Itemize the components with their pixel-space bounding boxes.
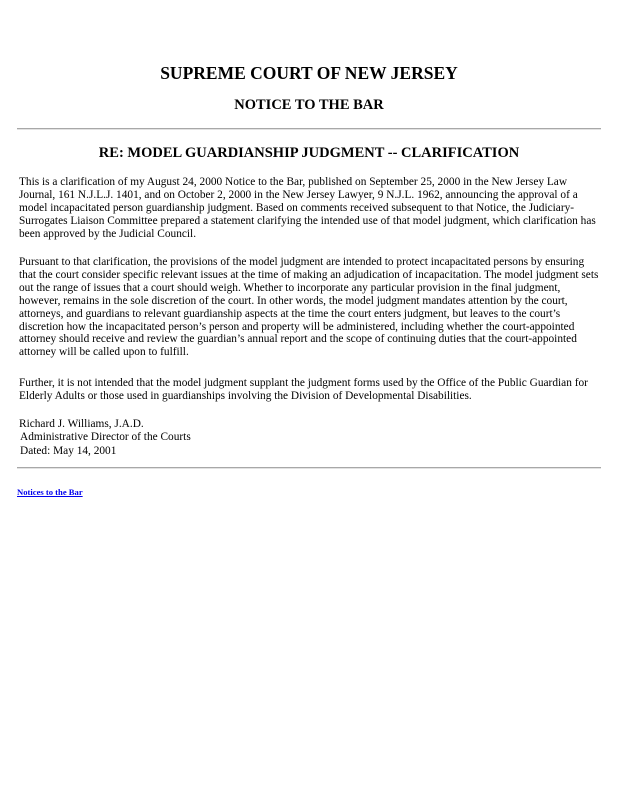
paragraph-forms: Further, it is not intended that the model judgment supplant the judgment forms used by the Office of the Public Guardian for Elderly Adults or those used in guardianships involving the Division of Developmental Disabilities.	[19, 377, 588, 402]
signature-name: Richard J. Williams, J.A.D.	[19, 418, 144, 430]
top-divider	[17, 128, 601, 130]
paragraph-clarification: This is a clarification of my August 24, 2000 Notice to the Bar, published on September 25, 2000 in the New Jersey Law Journal, 161 N.J.L.J. 1401, and on October 2, 2000 in the New Jersey Lawyer, 9 N.J.L. 1962, announcing the approval of a model incapacitated person guardianship judgment. Based on comments received subsequent to that Notice, the Judiciary-Surrogates Liaison Committee prepared a statement clarifying the intended use of that model judgment, which clarification has been approved by the Judicial Council.	[19, 176, 596, 240]
paragraph-provisions: Pursuant to that clarification, the provisions of the model judgment are intended to protect incapacitated persons by ensuring that the court consider specific relevant issues at the time of making an adjudication of incapacitation. The model judgment sets out the range of issues that a court should weigh. Whether to incorporate any particular provision in the final judgment, however, remains in the sole discretion of the court. In other words, the model judgment mandates attention by the court, attorneys, and guardians to relevant guardianship aspects at the time the court enters judgment, but leaves to the court’s discretion how the incapacitated person’s person and property will be administered, including whether the court-appointed attorney should receive and review the guardian’s annual report and the scope of continuing duties that the court-appointed attorney will be called upon to fulfill.	[19, 256, 599, 359]
bottom-divider	[17, 467, 601, 469]
notices-to-the-bar-link[interactable]: Notices to the Bar	[17, 487, 83, 497]
court-title: SUPREME COURT OF NEW JERSEY	[160, 63, 458, 83]
signature-date: Dated: May 14, 2001	[20, 444, 117, 457]
subject-title: RE: MODEL GUARDIANSHIP JUDGMENT -- CLARIFICATION	[98, 145, 520, 161]
notice-title: NOTICE TO THE BAR	[234, 97, 384, 113]
signature-block	[19, 418, 191, 458]
signature-title: Administrative Director of the Courts	[20, 431, 191, 444]
